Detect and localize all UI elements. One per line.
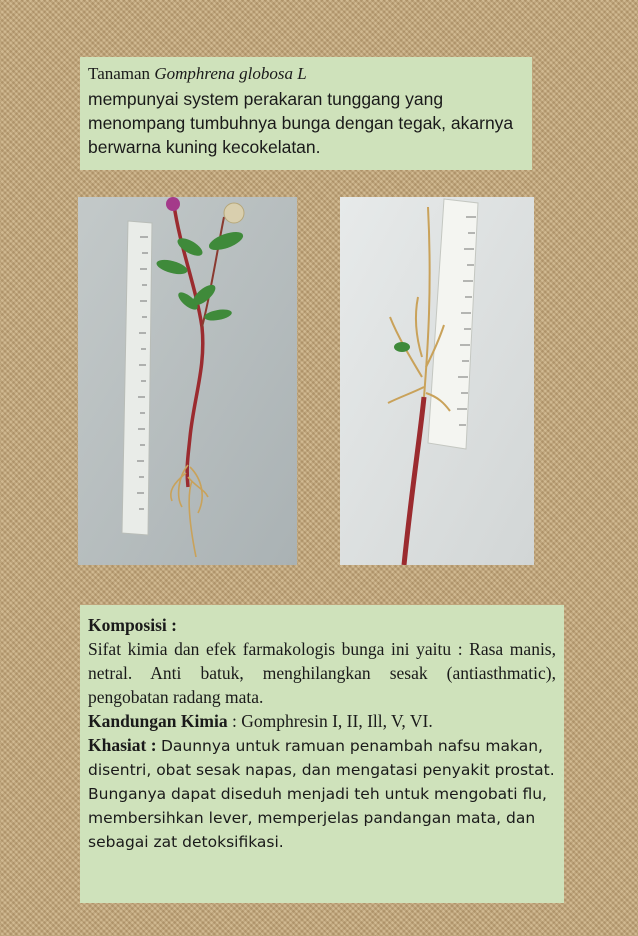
komposisi-text: Sifat kimia dan efek farmakologis bunga ini yaitu : Rasa manis, netral. Anti batuk, menghilangkan sesak (antiasthmatic), pengobatan radang mata. xyxy=(88,639,556,707)
intro-text-box xyxy=(80,57,532,170)
plant-photo-whole xyxy=(78,197,297,565)
purple-flower-head xyxy=(166,197,180,211)
kandungan-line xyxy=(88,709,556,733)
komposisi-heading: Komposisi : xyxy=(88,615,177,635)
composition-text-box xyxy=(80,605,564,903)
khasiat-text: Daunnya untuk ramuan penambah nafsu makan, disentri, obat sesak napas, dan mengatasi penyakit prostat. Bunganya dapat diseduh menjadi teh untuk mengobati flu, membersihkan lever, memperjelas pandangan mata, dan sebagai zat detoksifikasi. xyxy=(88,737,555,851)
plant-photo-root-closeup xyxy=(340,197,534,565)
intro-description: mempunyai system perakaran tunggang yang menompang tumbuhnya bunga dengan tegak, akarnya berwarna kuning kecokelatan. xyxy=(88,89,514,157)
small-leaf xyxy=(394,342,410,352)
khasiat-heading: Khasiat : xyxy=(88,735,161,755)
kandungan-heading: Kandungan Kimia xyxy=(88,711,228,731)
dried-flower-head xyxy=(224,203,244,223)
species-name: Gomphrena globosa L xyxy=(154,64,307,83)
kandungan-text: : Gomphresin I, II, Ill, V, VI. xyxy=(227,711,433,731)
intro-prefix: Tanaman xyxy=(88,64,155,83)
khasiat-paragraph xyxy=(88,733,556,854)
intro-title-line xyxy=(88,63,524,85)
